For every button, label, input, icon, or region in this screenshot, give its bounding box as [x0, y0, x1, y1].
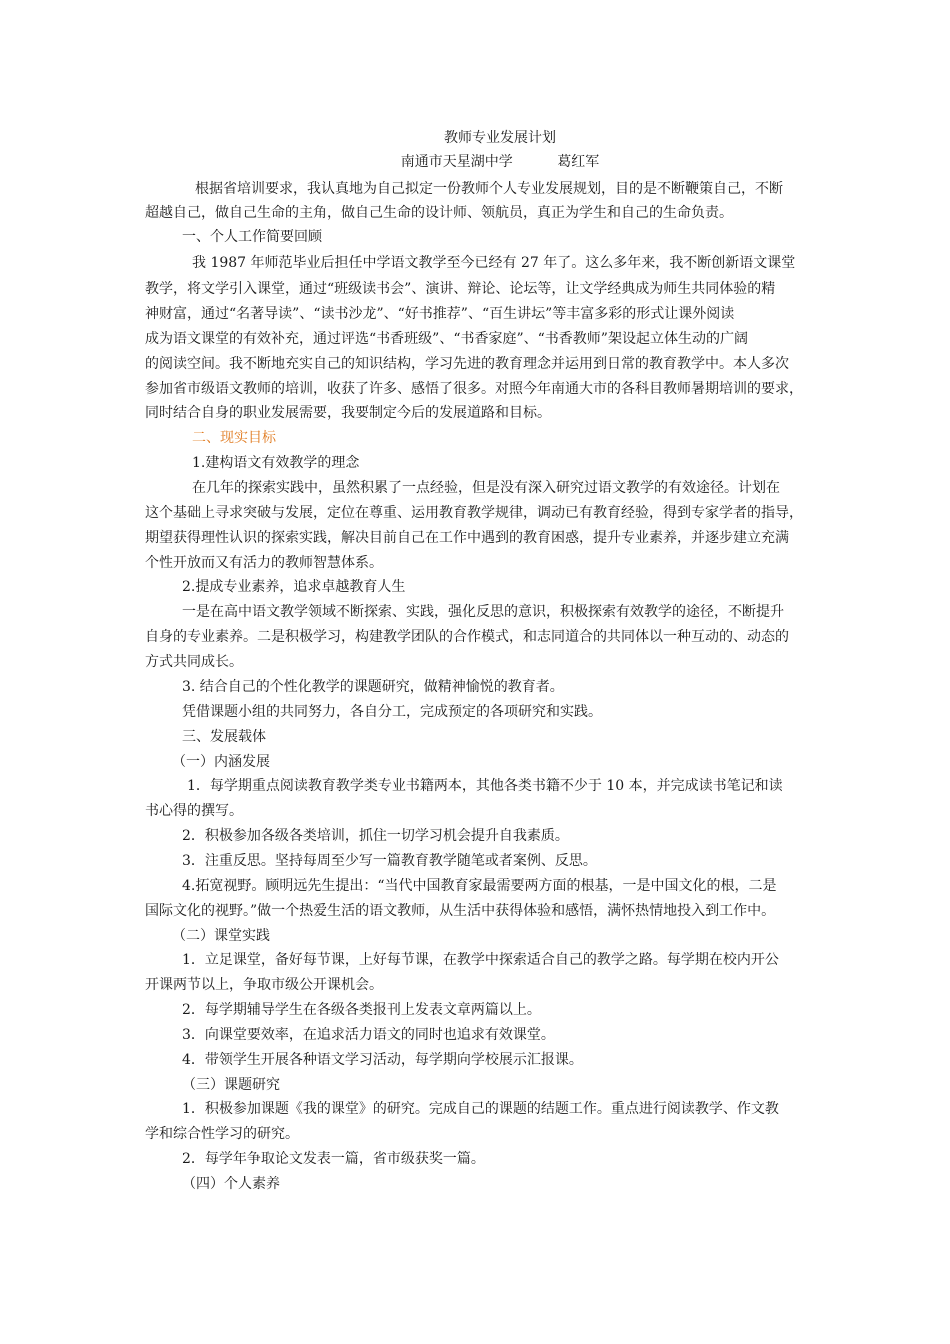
paragraph-line: 自身的专业素养。二是积极学习，构建教学团队的合作模式，和志同道合的共同体以一种互动的、动态的: [145, 629, 789, 645]
paragraph-line: 神财富，通过“名著导读”、“读书沙龙”、“好书推荐”、“百生讲坛”等丰富多彩的形式让课外阅读: [145, 306, 735, 322]
paragraph-line: 一是在高中语文教学领域不断探索、实践，强化反思的意识，积极探索有效教学的途径，不断提升: [182, 604, 784, 620]
paragraph-line: 参加省市级语文教师的培训，收获了许多、感悟了很多。对照今年南通大市的各科目教师暑期培训的要求，: [145, 381, 803, 397]
paragraph-line: 学和综合性学习的研究。: [145, 1126, 299, 1142]
paragraph-line: 国际文化的视野。”做一个热爱生活的语文教师，从生活中获得体验和感悟，满怀热情地投入到工作中。: [145, 903, 776, 919]
paragraph-line: 成为语文课堂的有效补充，通过评选“书香班级”、“书香家庭”、“书香教师”架设起立体生动的广阔: [145, 331, 748, 347]
section-heading: 三、发展载体: [182, 729, 266, 745]
paragraph-line: 教学，将文学引入课堂，通过“班级读书会”、演讲、辩论、论坛等，让文学经典成为师生共同体验的精: [145, 281, 776, 297]
paragraph-line: 个性开放而又有活力的教师智慧体系。: [145, 555, 383, 571]
subsection-heading: 1.建构语文有效教学的理念: [192, 455, 360, 471]
paragraph-line: 2．每学期辅导学生在各级各类报刊上发表文章两篇以上。: [182, 1002, 541, 1018]
subsection-heading: 2.提成专业素养，追求卓越教育人生: [182, 579, 406, 595]
paragraph-line: 1．积极参加课题《我的课堂》的研究。完成自己的课题的结题工作。重点进行阅读教学、作文教: [182, 1101, 779, 1117]
paragraph-line: 方式共同成长。: [145, 654, 243, 670]
paragraph-line: 根据省培训要求，我认真地为自己拟定一份教师个人专业发展规划，目的是不断鞭策自己，不断: [195, 181, 783, 197]
paragraph-line: 的阅读空间。我不断地充实自己的知识结构，学习先进的教育理念并运用到日常的教育教学中。本人多次: [145, 356, 789, 372]
paragraph-line: 2．积极参加各级各类培训，抓住一切学习机会提升自我素质。: [182, 828, 569, 844]
document-title: 教师专业发展计划: [444, 130, 556, 146]
section-heading: 二、现实目标: [192, 430, 276, 446]
paragraph-line: 4.拓宽视野。顾明远先生提出：“当代中国教育家最需要两方面的根基，一是中国文化的根，二是: [182, 878, 777, 894]
paragraph-line: 开课两节以上，争取市级公开课机会。: [145, 977, 383, 993]
paragraph-line: 3．注重反思。坚持每周至少写一篇教育教学随笔或者案例、反思。: [182, 853, 597, 869]
paragraph-line: 这个基础上寻求突破与发展，定位在尊重、运用教育教学规律，调动已有教育经验，得到专家学者的指导，: [145, 505, 803, 521]
paragraph-line: 书心得的撰写。: [145, 803, 243, 819]
paragraph-line: 超越自己，做自己生命的主角，做自己生命的设计师、领航员，真正为学生和自己的生命负责。: [145, 205, 733, 221]
paragraph-line: 2．每学年争取论文发表一篇，省市级获奖一篇。: [182, 1151, 485, 1167]
section-heading: 一、个人工作简要回顾: [182, 229, 322, 245]
subsection-heading: （二）课堂实践: [172, 928, 270, 944]
subsection-heading: （三）课题研究: [182, 1077, 280, 1093]
paragraph-line: 1．每学期重点阅读教育教学类专业书籍两本，其他各类书籍不少于 10 本，并完成读书笔记和读: [187, 778, 783, 794]
subsection-heading: （一）内涵发展: [172, 754, 270, 770]
subsection-heading: （四）个人素养: [182, 1176, 280, 1192]
paragraph-line: 4．带领学生开展各种语文学习活动，每学期向学校展示汇报课。: [182, 1052, 583, 1068]
paragraph-line: 在几年的探索实践中，虽然积累了一点经验，但是没有深入研究过语文教学的有效途径。计划在: [192, 480, 780, 496]
paragraph-line: 1．立足课堂，备好每节课，上好每节课，在教学中探索适合自己的教学之路。每学期在校内开公: [182, 952, 779, 968]
paragraph-line: 凭借课题小组的共同努力，各自分工，完成预定的各项研究和实践。: [182, 704, 602, 720]
paragraph-line: 同时结合自身的职业发展需要，我要制定今后的发展道路和目标。: [145, 405, 551, 421]
author-line: 南通市天星湖中学 葛红军: [400, 154, 600, 170]
paragraph-line: 我 1987 年师范毕业后担任中学语文教学至今已经有 27 年了。这么多年来，我不断创新语文课堂: [192, 255, 796, 271]
paragraph-line: 3．向课堂要效率，在追求活力语文的同时也追求有效课堂。: [182, 1027, 555, 1043]
subsection-heading: 3. 结合自己的个性化教学的课题研究，做精神愉悦的教育者。: [182, 679, 564, 695]
paragraph-line: 期望获得理性认识的探索实践，解决目前自己在工作中遇到的教育困惑，提升专业素养，并逐步建立充满: [145, 530, 789, 546]
